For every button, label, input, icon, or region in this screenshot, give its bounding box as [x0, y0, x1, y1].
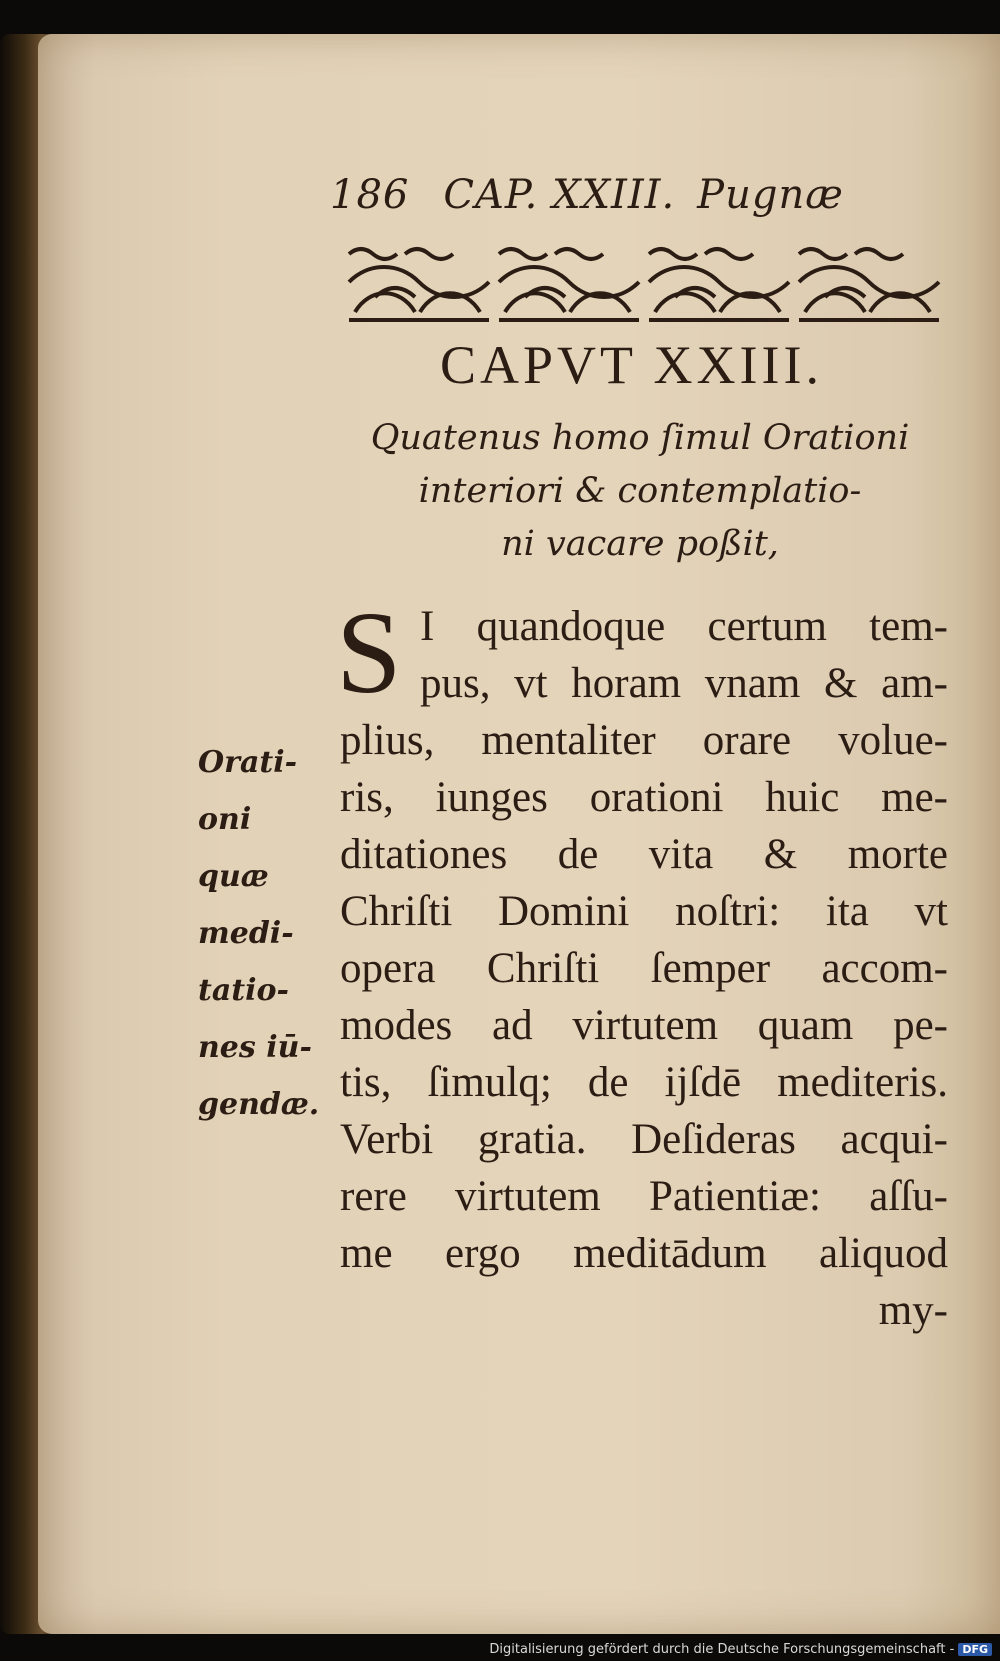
- text-line: plius, mentaliter orare volue-: [340, 717, 948, 764]
- margin-line: Orati-: [198, 745, 298, 780]
- running-head-title: Pugnæ: [697, 172, 844, 218]
- margin-line: quæ: [198, 859, 269, 894]
- text-line: Chriſti Domini noſtri: ita vt: [340, 888, 948, 935]
- page-number: 186: [330, 172, 410, 218]
- digitization-credit: [489, 1642, 992, 1657]
- ornamental-headpiece: [345, 242, 945, 324]
- drop-cap: S: [336, 587, 402, 718]
- text-line: tis, ſimulq; de ijſdē mediteris.: [340, 1059, 948, 1106]
- text-line: ris, iunges orationi huic me-: [340, 774, 948, 821]
- body-text: [340, 598, 948, 1339]
- text-line: ditationes de vita & morte: [340, 831, 948, 878]
- credit-text: Digitalisierung gefördert durch die Deutsche Forschungsgemeinschaft -: [489, 1642, 955, 1657]
- margin-line: gendæ.: [198, 1087, 320, 1122]
- margin-line: tatio-: [198, 973, 290, 1008]
- catchword: my-: [878, 1287, 948, 1334]
- running-head-chapter: CAP. XXIII.: [443, 172, 676, 218]
- text-line: pus, vt horam vnam & am-: [420, 660, 948, 707]
- subtitle-line: interiori & contemplatio-: [418, 471, 862, 511]
- running-head: [330, 172, 844, 218]
- margin-line: medi-: [198, 916, 294, 951]
- margin-line: oni: [198, 802, 252, 837]
- text-line: I quandoque certum tem-: [420, 603, 948, 650]
- chapter-subtitle: [330, 412, 950, 571]
- marginal-note: [198, 734, 319, 1133]
- text-line: me ergo meditādum aliquod: [340, 1230, 948, 1277]
- text-line: modes ad virtutem quam pe-: [340, 1002, 948, 1049]
- dfg-logo: DFG: [958, 1643, 992, 1656]
- text-line: opera Chriſti ſemper accom-: [340, 945, 948, 992]
- chapter-title: CAPVT XXIII.: [440, 335, 823, 395]
- text-line: Verbi gratia. Deſideras acqui-: [340, 1116, 948, 1163]
- subtitle-line: Quatenus homo ſimul Orationi: [370, 418, 910, 458]
- margin-line: nes iū-: [198, 1030, 312, 1065]
- text-line: rere virtutem Patientiæ: aſſu-: [340, 1173, 948, 1220]
- subtitle-line: ni vacare poßit,: [501, 524, 779, 564]
